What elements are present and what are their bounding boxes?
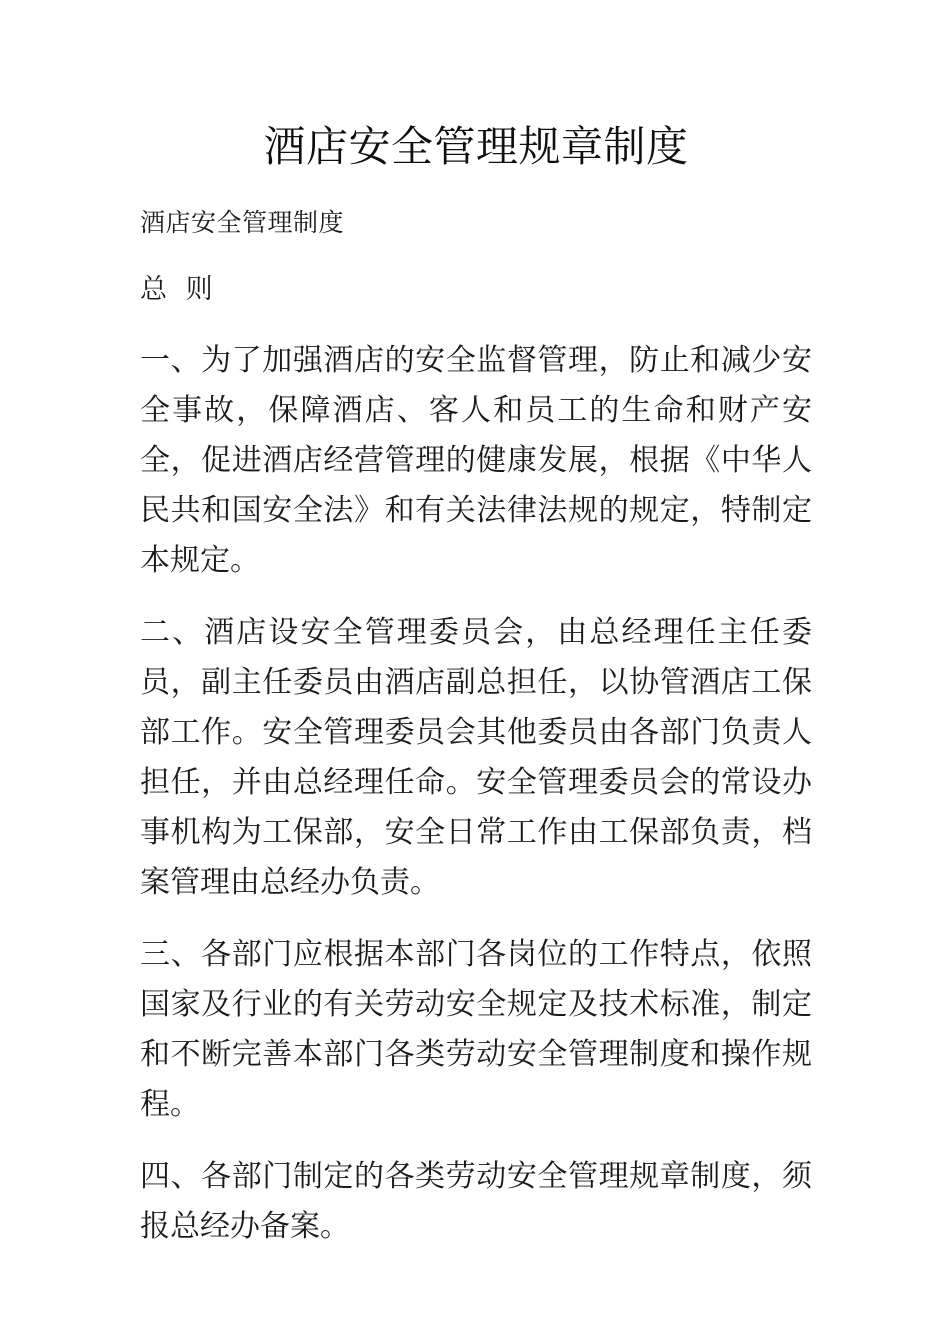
document-subheading: 酒店安全管理制度 xyxy=(140,208,345,237)
section-heading-general-principles: 总 则 xyxy=(140,274,214,305)
paragraph-article-1: 一、为了加强酒店的安全监督管理，防止和减少安全事故，保障酒店、客人和员工的生命和财产安全，促进酒店经营管理的健康发展，根据《中华人民共和国安全法》和有关法律法规的规定，特制定本规定。 xyxy=(140,343,812,578)
paragraph-article-3: 三、各部门应根据本部门各岗位的工作特点，依照国家及行业的有关劳动安全规定及技术标准，制定和不断完善本部门各类劳动安全管理制度和操作规程。 xyxy=(140,937,812,1122)
body-paragraphs xyxy=(140,336,812,1252)
paragraph-article-2: 二、酒店设安全管理委员会，由总经理任主任委员，副主任委员由酒店副总担任，以协管酒店工保部工作。安全管理委员会其他委员由各部门负责人担任，并由总经理任命。安全管理委员会的常设办事机构为工保部，安全日常工作由工保部负责，档案管理由总经办负责。 xyxy=(140,615,812,900)
paragraph-article-4: 四、各部门制定的各类劳动安全管理规章制度，须报总经办备案。 xyxy=(140,1159,812,1244)
page-title: 酒店安全管理规章制度 xyxy=(263,122,689,171)
